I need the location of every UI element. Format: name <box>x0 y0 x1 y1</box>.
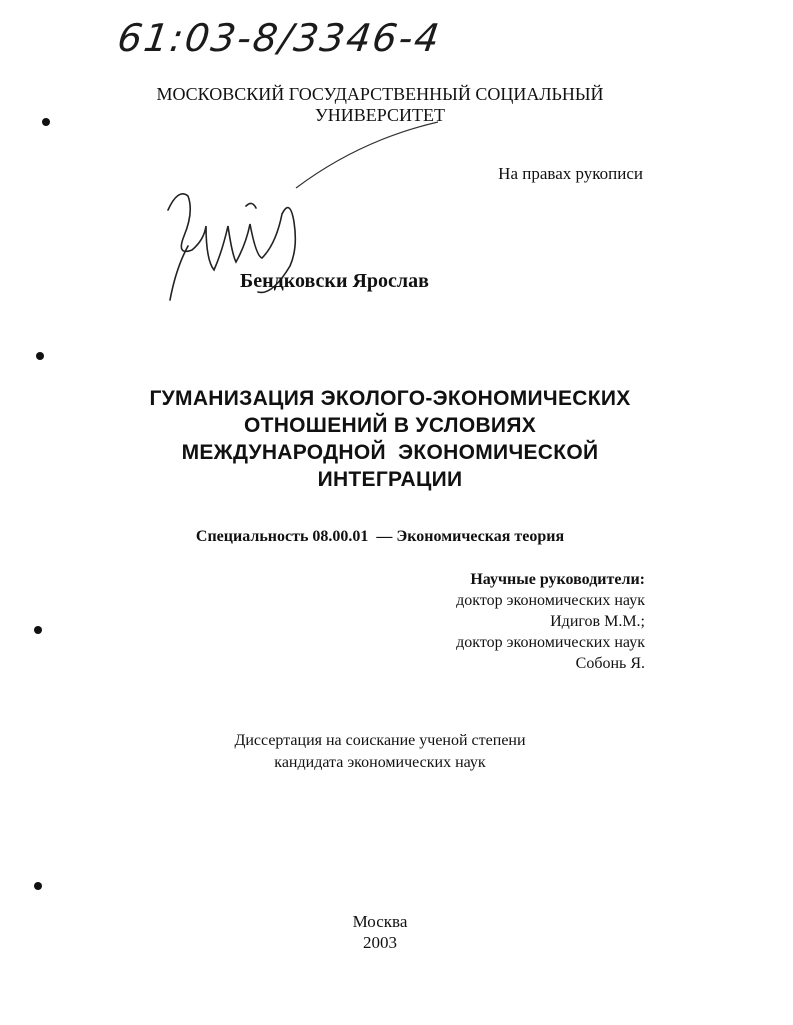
supervisor-degree-2: доктор экономических наук <box>456 634 645 651</box>
dissertation-degree <box>150 730 610 774</box>
city: Москва <box>352 912 408 931</box>
supervisors-header: Научные руководители: <box>470 571 645 588</box>
supervisor-degree-1: доктор экономических наук <box>456 592 645 609</box>
dissertation-line-2: кандидата экономических наук <box>274 754 486 771</box>
supervisor-name-2: Собонь Я. <box>575 655 645 672</box>
university-line-2: УНИВЕРСИТЕТ <box>315 105 445 125</box>
supervisors-block <box>380 569 645 674</box>
university-line-1: МОСКОВСКИЙ ГОСУДАРСТВЕННЫЙ СОЦИАЛЬНЫЙ <box>156 84 604 104</box>
title-line-1: ГУМАНИЗАЦИЯ ЭКОЛОГО-ЭКОНОМИЧЕСКИХ <box>149 387 631 410</box>
title-line-3: МЕЖДУНАРОДНОЙ ЭКОНОМИЧЕСКОЙ <box>181 441 599 464</box>
dissertation-title <box>90 385 690 493</box>
title-line-4: ИНТЕГРАЦИИ <box>317 468 463 491</box>
manuscript-rights-label: На правах рукописи <box>498 164 643 183</box>
author-name: Бендковски Ярослав <box>240 270 429 292</box>
dissertation-line-1: Диссертация на соискание ученой степени <box>234 732 526 749</box>
supervisor-name-1: Идигов М.М.; <box>550 613 645 630</box>
specialty-line: Специальность 08.00.01 — Экономическая теория <box>195 528 565 545</box>
title-line-2: ОТНОШЕНИЙ В УСЛОВИЯХ <box>243 414 537 437</box>
year: 2003 <box>363 933 397 952</box>
catalog-number: 61:03-8/3346-4 <box>114 16 444 60</box>
place-and-year <box>300 911 460 953</box>
